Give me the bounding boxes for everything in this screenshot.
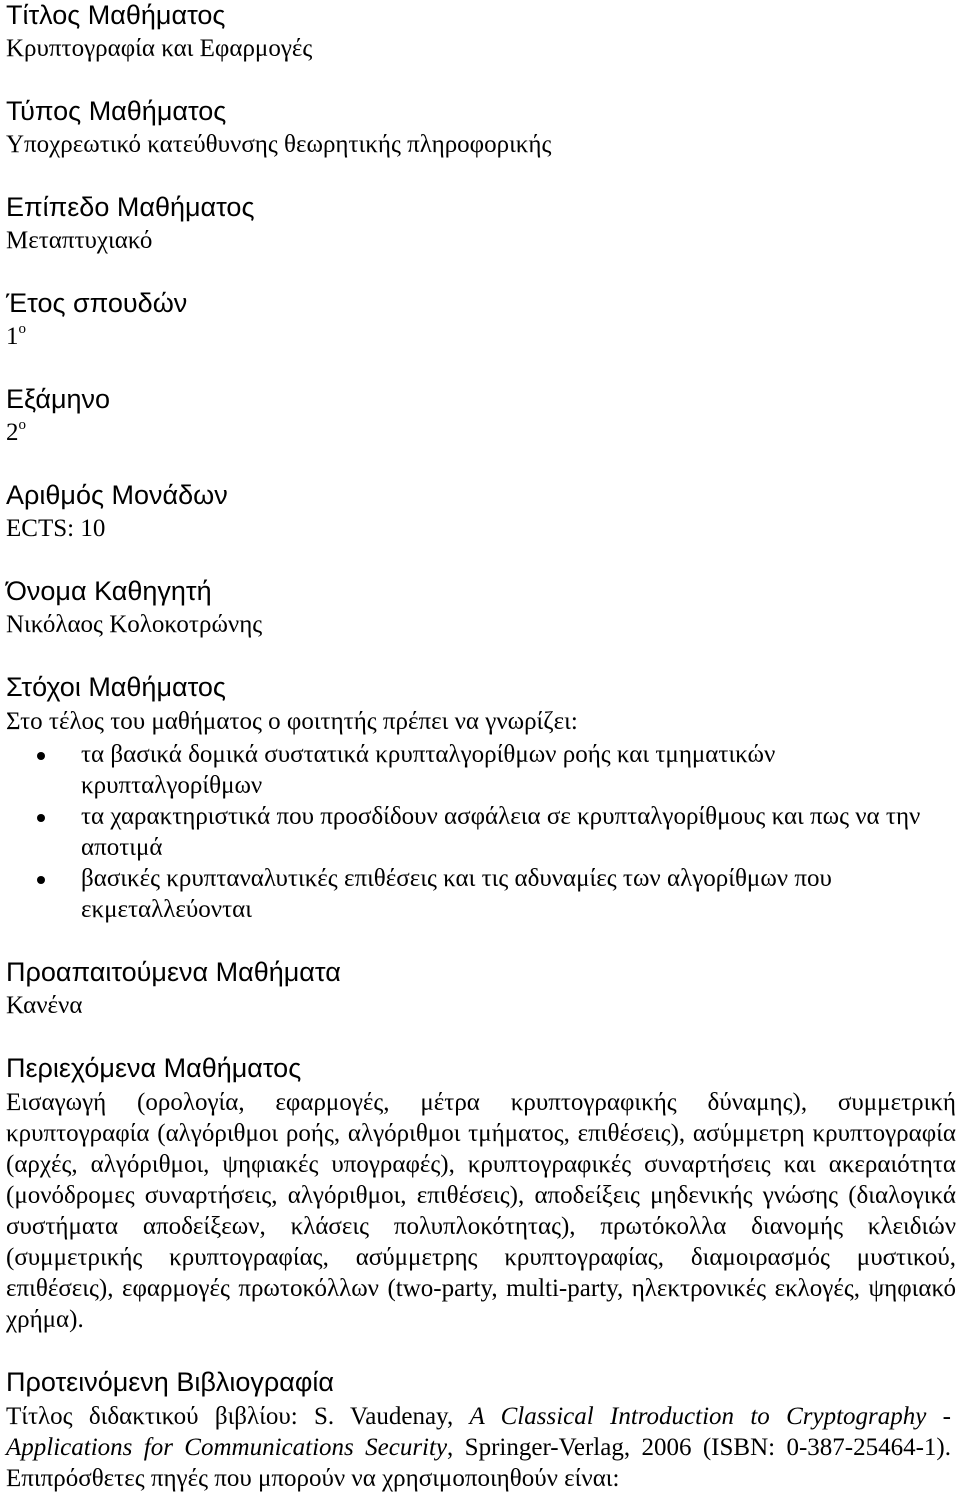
list-item xyxy=(6,801,921,863)
bullet-icon xyxy=(37,876,45,884)
study-year-heading: Έτος σπουδών xyxy=(6,288,188,318)
objective-text: βασικές κρυπταναλυτικές επιθέσεις και τις αδυναμίες των αλγορίθμων που εκμεταλλεύονται xyxy=(81,865,832,923)
instructor-heading: Όνομα Καθηγητή xyxy=(6,576,212,606)
objective-text: τα βασικά δομικά συστατικά κρυπταλγορίθμων ροής και τμηματικών κρυπταλγορίθμων xyxy=(81,741,776,799)
section-instructor xyxy=(6,576,954,640)
list-item xyxy=(6,863,921,925)
section-course-level xyxy=(6,192,954,256)
course-type-value: Υποχρεωτικό κατεύθυνσης θεωρητικής πληροφορικής xyxy=(6,131,552,158)
section-study-year xyxy=(6,288,954,352)
objectives-list xyxy=(6,739,954,925)
section-objectives xyxy=(6,672,954,925)
section-credits xyxy=(6,480,954,544)
semester-number: 2 xyxy=(6,419,19,446)
contents-heading: Περιεχόμενα Μαθήματος xyxy=(6,1053,302,1083)
section-course-title xyxy=(6,0,954,64)
credits-value: ECTS: 10 xyxy=(6,515,106,542)
prerequisites-value: Κανένα xyxy=(6,992,83,1019)
study-year-number: 1 xyxy=(6,323,19,350)
course-title-value: Κρυπτογραφία και Εφαρμογές xyxy=(6,35,313,62)
section-bibliography xyxy=(6,1367,954,1494)
contents-text: Εισαγωγή (ορολογία, εφαρμογές, μέτρα κρυπτογραφικής δύναμης), συμμετρική κρυπτογραφία (αλγόριθμοι ροής, αλγόριθμοι τμήματος, επιθέσεις), ασύμμετρη κρυπτογραφία (αρχές, αλγόριθμοι, ψηφιακές υπογραφές), κρυπτογραφικές συναρτήσεις και ακεραιότητα (μονόδρομες συναρτήσεις, αλγόριθμοι, επιθέσεις), αποδείξεις μηδενικής γνώσης (διαλογικά συστήματα αποδείξεων, κλάσεις πολυπλοκότητας), πρωτόκολλα διανομής κλειδιών (συμμετρικής κρυπτογραφίας, ασύμμετρης κρυπτογραφίας, διαμοιρασμός μυστικού, επιθέσεις), εφαρμογές πρωτοκόλλων (two-party, multi-party, ηλεκτρονικές εκλογές, ψηφιακό χρήμα). xyxy=(6,1089,956,1333)
course-level-heading: Επίπεδο Μαθήματος xyxy=(6,192,255,222)
study-year-suffix: ο xyxy=(18,320,26,337)
bibliography-book-title: A Classical Introduction to Cryptography - Applications for Communications Security xyxy=(6,1403,951,1461)
objectives-intro: Στο τέλος του μαθήματος ο φοιτητής πρέπει να γνωρίζει: xyxy=(6,708,578,735)
semester-heading: Εξάμηνο xyxy=(6,384,111,414)
objectives-heading: Στόχοι Μαθήματος xyxy=(6,672,226,702)
list-item xyxy=(6,739,921,801)
section-semester xyxy=(6,384,954,448)
semester-suffix: ο xyxy=(18,416,26,433)
study-year-value xyxy=(6,322,954,352)
section-prerequisites xyxy=(6,957,954,1021)
prerequisites-heading: Προαπαιτούμενα Μαθήματα xyxy=(6,957,341,987)
course-title-heading: Τίτλος Μαθήματος xyxy=(6,0,226,30)
bullet-icon xyxy=(37,814,45,822)
bibliography-heading: Προτεινόμενη Βιβλιογραφία xyxy=(6,1367,334,1397)
instructor-value: Νικόλαος Κολοκοτρώνης xyxy=(6,611,263,638)
credits-heading: Αριθμός Μονάδων xyxy=(6,480,228,510)
bibliography-prefix: Τίτλος διδακτικού βιβλίου: S. Vaudenay, xyxy=(6,1403,470,1430)
course-description-document xyxy=(6,0,954,1494)
semester-value xyxy=(6,418,954,448)
course-type-heading: Τύπος Μαθήματος xyxy=(6,96,227,126)
bullet-icon xyxy=(37,752,45,760)
bibliography-suffix: , Springer-Verlag, 2006 (ISBN: 0-387-25464-1). Επιπρόσθετες πηγές που μπορούν να χρησιμοποιηθούν είναι: xyxy=(6,1434,951,1492)
section-contents xyxy=(6,1053,954,1335)
bibliography-text xyxy=(6,1401,951,1494)
objective-text: τα χαρακτηριστικά που προσδίδουν ασφάλεια σε κρυπταλγορίθμους και πως να την αποτιμά xyxy=(81,803,921,861)
section-course-type xyxy=(6,96,954,160)
course-level-value: Μεταπτυχιακό xyxy=(6,227,153,254)
